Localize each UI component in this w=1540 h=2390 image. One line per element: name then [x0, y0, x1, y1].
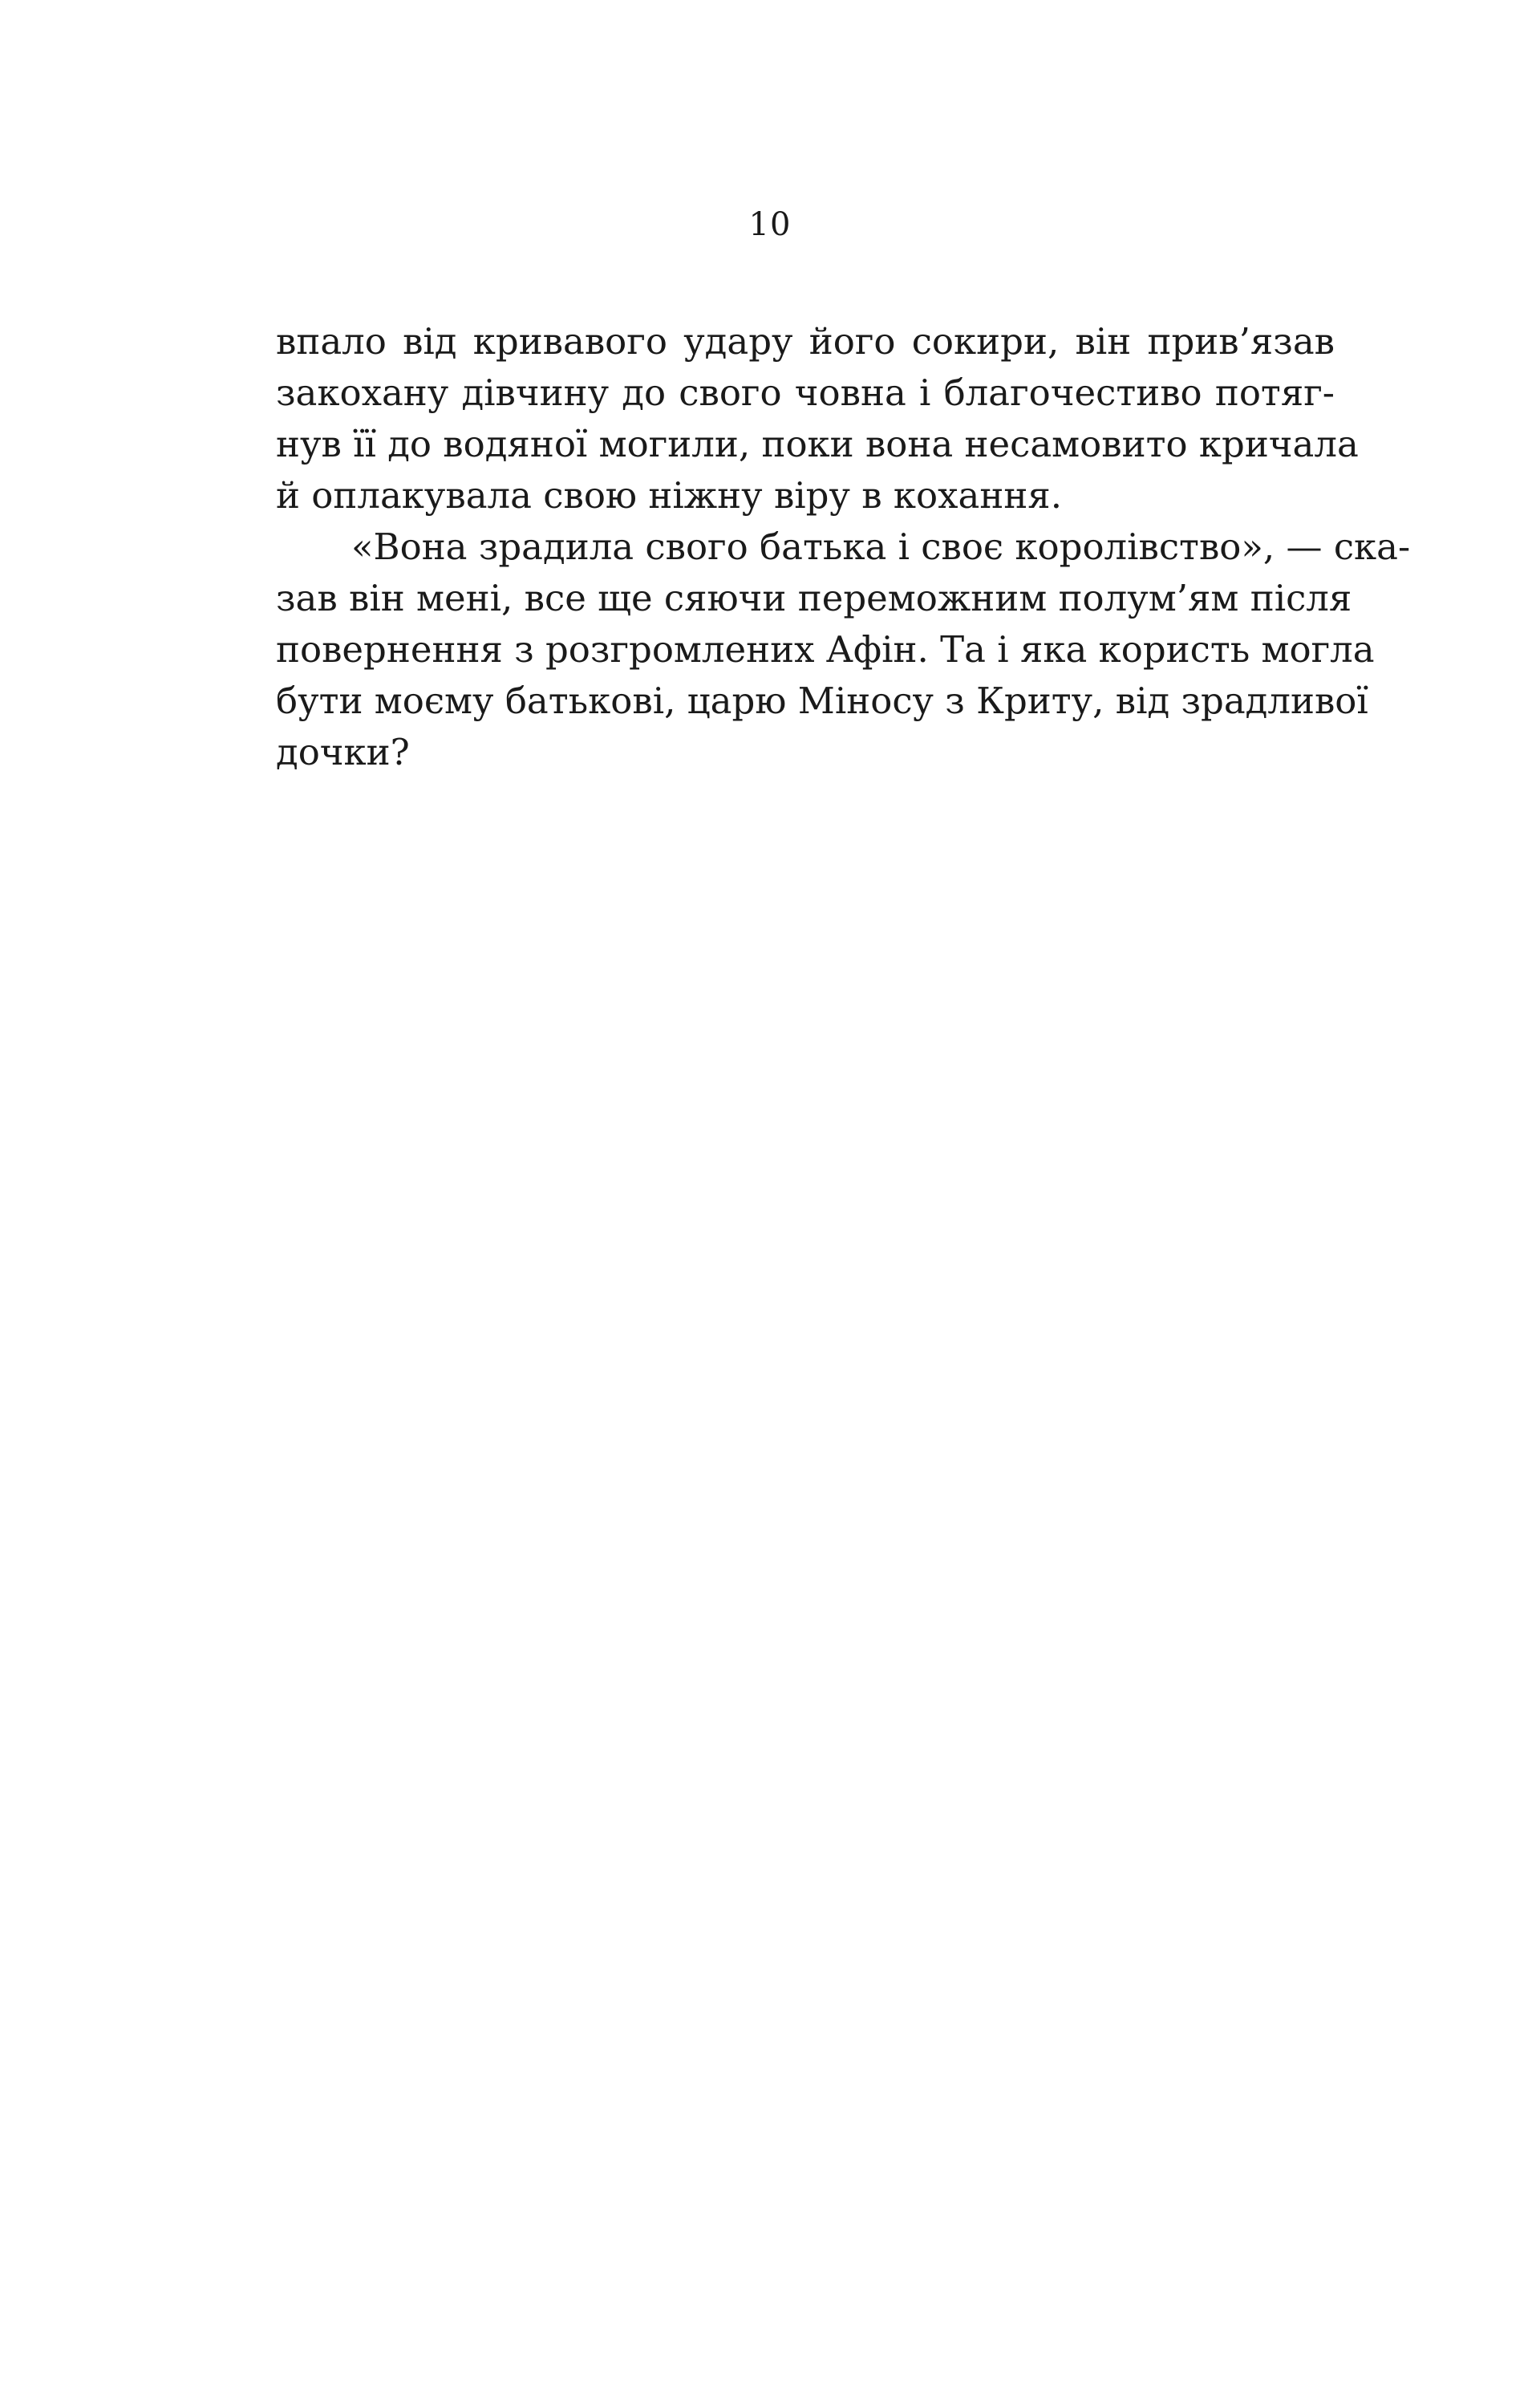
- paragraph: [276, 316, 1359, 521]
- paragraph: [276, 521, 1411, 778]
- text-line: повернення з розгромлених Афін. Та і яка користь могла: [276, 628, 1375, 671]
- page-number: 10: [748, 206, 792, 243]
- text-line: «Вона зрадила свого батька і своє королівство», — ска-: [351, 525, 1411, 568]
- text-line: й оплакувала свою ніжну віру в кохання.: [276, 474, 1063, 517]
- text-line: впало від кривавого удару його сокири, він прив’язав: [276, 320, 1335, 363]
- text-line: дочки?: [276, 731, 410, 773]
- text-line: бути моєму батькові, царю Міносу з Криту, від зрадливої: [276, 680, 1368, 722]
- text-line: нув її до водяної могили, поки вона несамовито кричала: [276, 423, 1359, 465]
- text-line: закохану дівчину до свого човна і благочестиво потяг-: [276, 371, 1335, 414]
- text-line: зав він мені, все ще сяючи переможним полум’ям після: [276, 577, 1352, 619]
- body-text: [276, 316, 1411, 778]
